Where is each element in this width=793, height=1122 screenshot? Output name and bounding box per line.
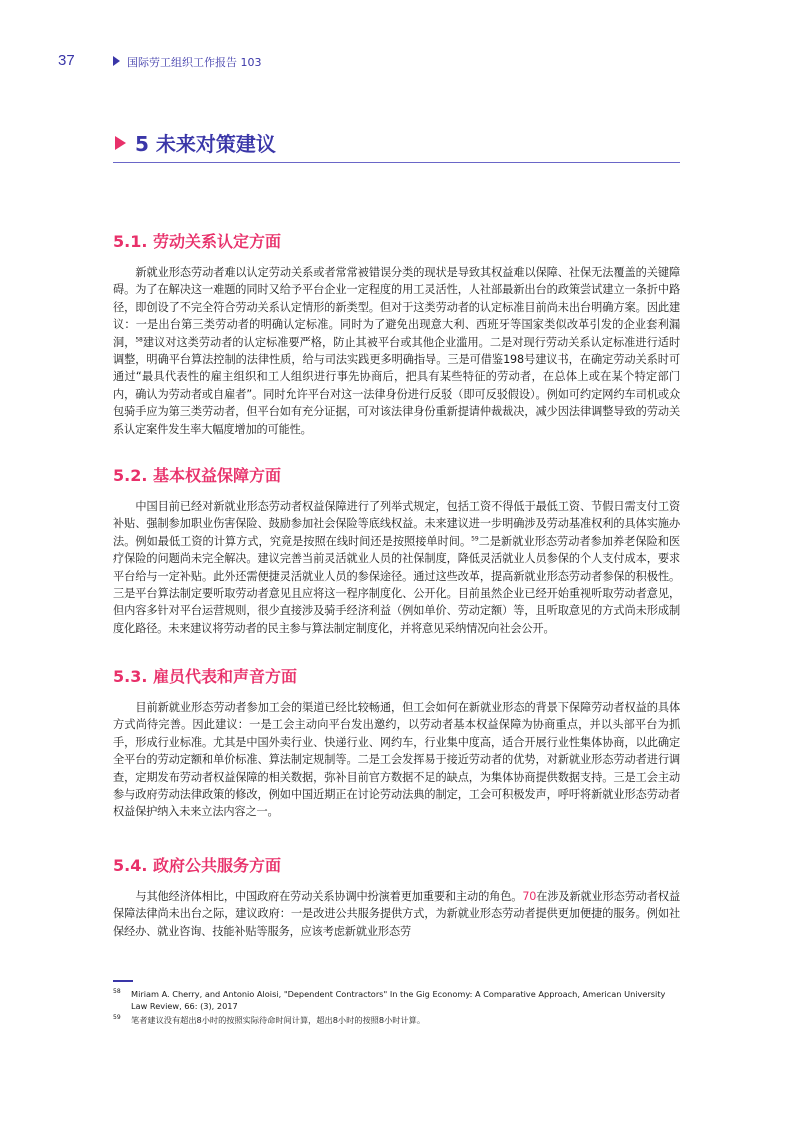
section-title: 5.3. 雇员代表和声音方面 [113,667,297,686]
footnote-item [113,988,680,1012]
section-paragraph: 目前新就业形态劳动者参加工会的渠道已经比较畅通，但工会如何在新就业形态的背景下保障劳动者权益的具体方式尚待完善。因此建议：一是工会主动向平台发出邀约，以劳动者基本权益保障为协商重点，并以头部平台为抓手，形成行业标准。尤其是中国外卖行业、快递行业、网约车，行业集中度高，适合开展行业性集体协商，以此确定全平台的劳动定额和单价标准、算法制定规制等。二是工会发挥易于接近劳动者的优势，对新就业形态劳动者进行调查，定期发布劳动者权益保障的相关数据，弥补目前官方数据不足的缺点，为集体协商提供数据支持。三是工会主动参与政府劳动法律政策的修改，例如中国近期正在讨论劳动法典的制定，工会可积极发声，呼吁将新就业形态劳动者权益保护纳入未来立法内容之一。 [113,701,680,819]
footnote-number: 58 [113,988,121,995]
footnote-text: Miriam A. Cherry, and Antonio Aloisi, "Dependent Contractors" In the Gig Economy: A Comparative Approach, American University Law Review, 66: (3), 2017 [131,989,666,1011]
section-employee-voice [113,664,680,821]
play-arrow-icon [115,136,126,150]
footnote-divider [113,980,133,982]
footnote-number: 59 [113,1014,121,1021]
page-header [0,52,793,72]
footnotes [113,988,680,1028]
footnote-item [113,1014,680,1026]
reference-link[interactable]: 70 [522,890,537,903]
section-paragraph: 新就业形态劳动者难以认定劳动关系或者常常被错误分类的现状是导致其权益难以保障、社保无法覆盖的关键障碍。为了在解决这一难题的同时又给予平台企业一定程度的用工灵活性，人社部最新出台的政策尝试建立一条折中路径，即创设了不完全符合劳动关系认定情形的新类型。但对于这类劳动者的认定标准目前尚未出台明确方案。因此建议：一是出台第三类劳动者的明确认定标准。同时为了避免出现意大利、西班牙等国家类似改革引发的企业套利漏洞，$^{58}$建议对这类劳动者的认定标准要严格，防止其被平台或其他企业滥用。二是对现行劳动关系认定标准进行适时调整，明确平台算法控制的法律性质，给与司法实践更多明确指导。三是可借鉴198号建议书，在确定劳动关系时可通过“最具代表性的雇主组织和工人组织进行事先协商后，把具有某些特征的劳动者，在总体上或在某个特定部门内，确认为劳动者或自雇者”。同时允许平台对这一法律身份进行反驳（即可反驳假设）。例如可约定网约车司机或众包骑手应为第三类劳动者，但平台如有充分证据，可对该法律身份重新提请仲裁裁决，减少因法律调整导致的劳动关系认定案件发生率大幅度增加的可能性。 [113,266,680,436]
chapter-divider [113,162,680,163]
section-title: 5.1. 劳动关系认定方面 [113,232,281,251]
footnote-marker[interactable]: 59 [471,535,479,543]
chapter-title: 5 未来对策建议 [135,132,276,156]
section-basic-rights [113,463,680,637]
report-title: 国际劳工组织工作报告 103 [127,56,262,69]
footnote-marker[interactable]: 58 [135,335,143,343]
section-title: 5.4. 政府公共服务方面 [113,856,281,875]
section-paragraph: 与其他经济体相比，中国政府在劳动关系协调中扮演着更加重要和主动的角色。70在涉及新就业形态劳动者权益保障法律尚未出台之际，建议政府：一是改进公共服务提供方式，为新就业形态劳动者提供更加便捷的服务。例如社保经办、就业咨询、技能补贴等服务，应该考虑新就业形态劳 [113,890,680,938]
section-title: 5.2. 基本权益保障方面 [113,466,281,485]
section-labor-relations [113,229,680,438]
play-arrow-icon [113,56,120,66]
page-number: 37 [58,52,75,69]
section-paragraph: 中国目前已经对新就业形态劳动者权益保障进行了列举式规定，包括工资不得低于最低工资、节假日需支付工资补贴、强制参加职业伤害保险、鼓励参加社会保险等底线权益。未来建议进一步明确涉及劳动基准权利的具体实施办法。例如最低工资的计算方式，究竟是按照在线时间还是按照接单时间。$^{59}$二是新就业形态劳动者参加养老保险和医疗保险的问题尚未完全解决。建议完善当前灵活就业人员的社保制度，降低灵活就业人员参保的个人支付成本，要求平台给与一定补贴。此外还需便捷灵活就业人员的参保途径。通过这些改革，提高新就业形态劳动者参保的积极性。三是平台算法制定要听取劳动者意见且应将这一程序制度化、公开化。目前虽然企业已经开始重视听取劳动者意见，但内容多针对平台运营规则，很少直接涉及骑手经济利益（例如单价、劳动定额）等，且听取意见的方式尚未形成制度化路径。未来建议将劳动者的民主参与算法制定制度化，并将意见采纳情况向社会公开。 [113,500,680,635]
footnote-text: 笔者建议没有超出8小时的按照实际待命时间计算，超出8小时的按照8小时计算。 [131,1015,426,1025]
section-public-services [113,853,680,940]
